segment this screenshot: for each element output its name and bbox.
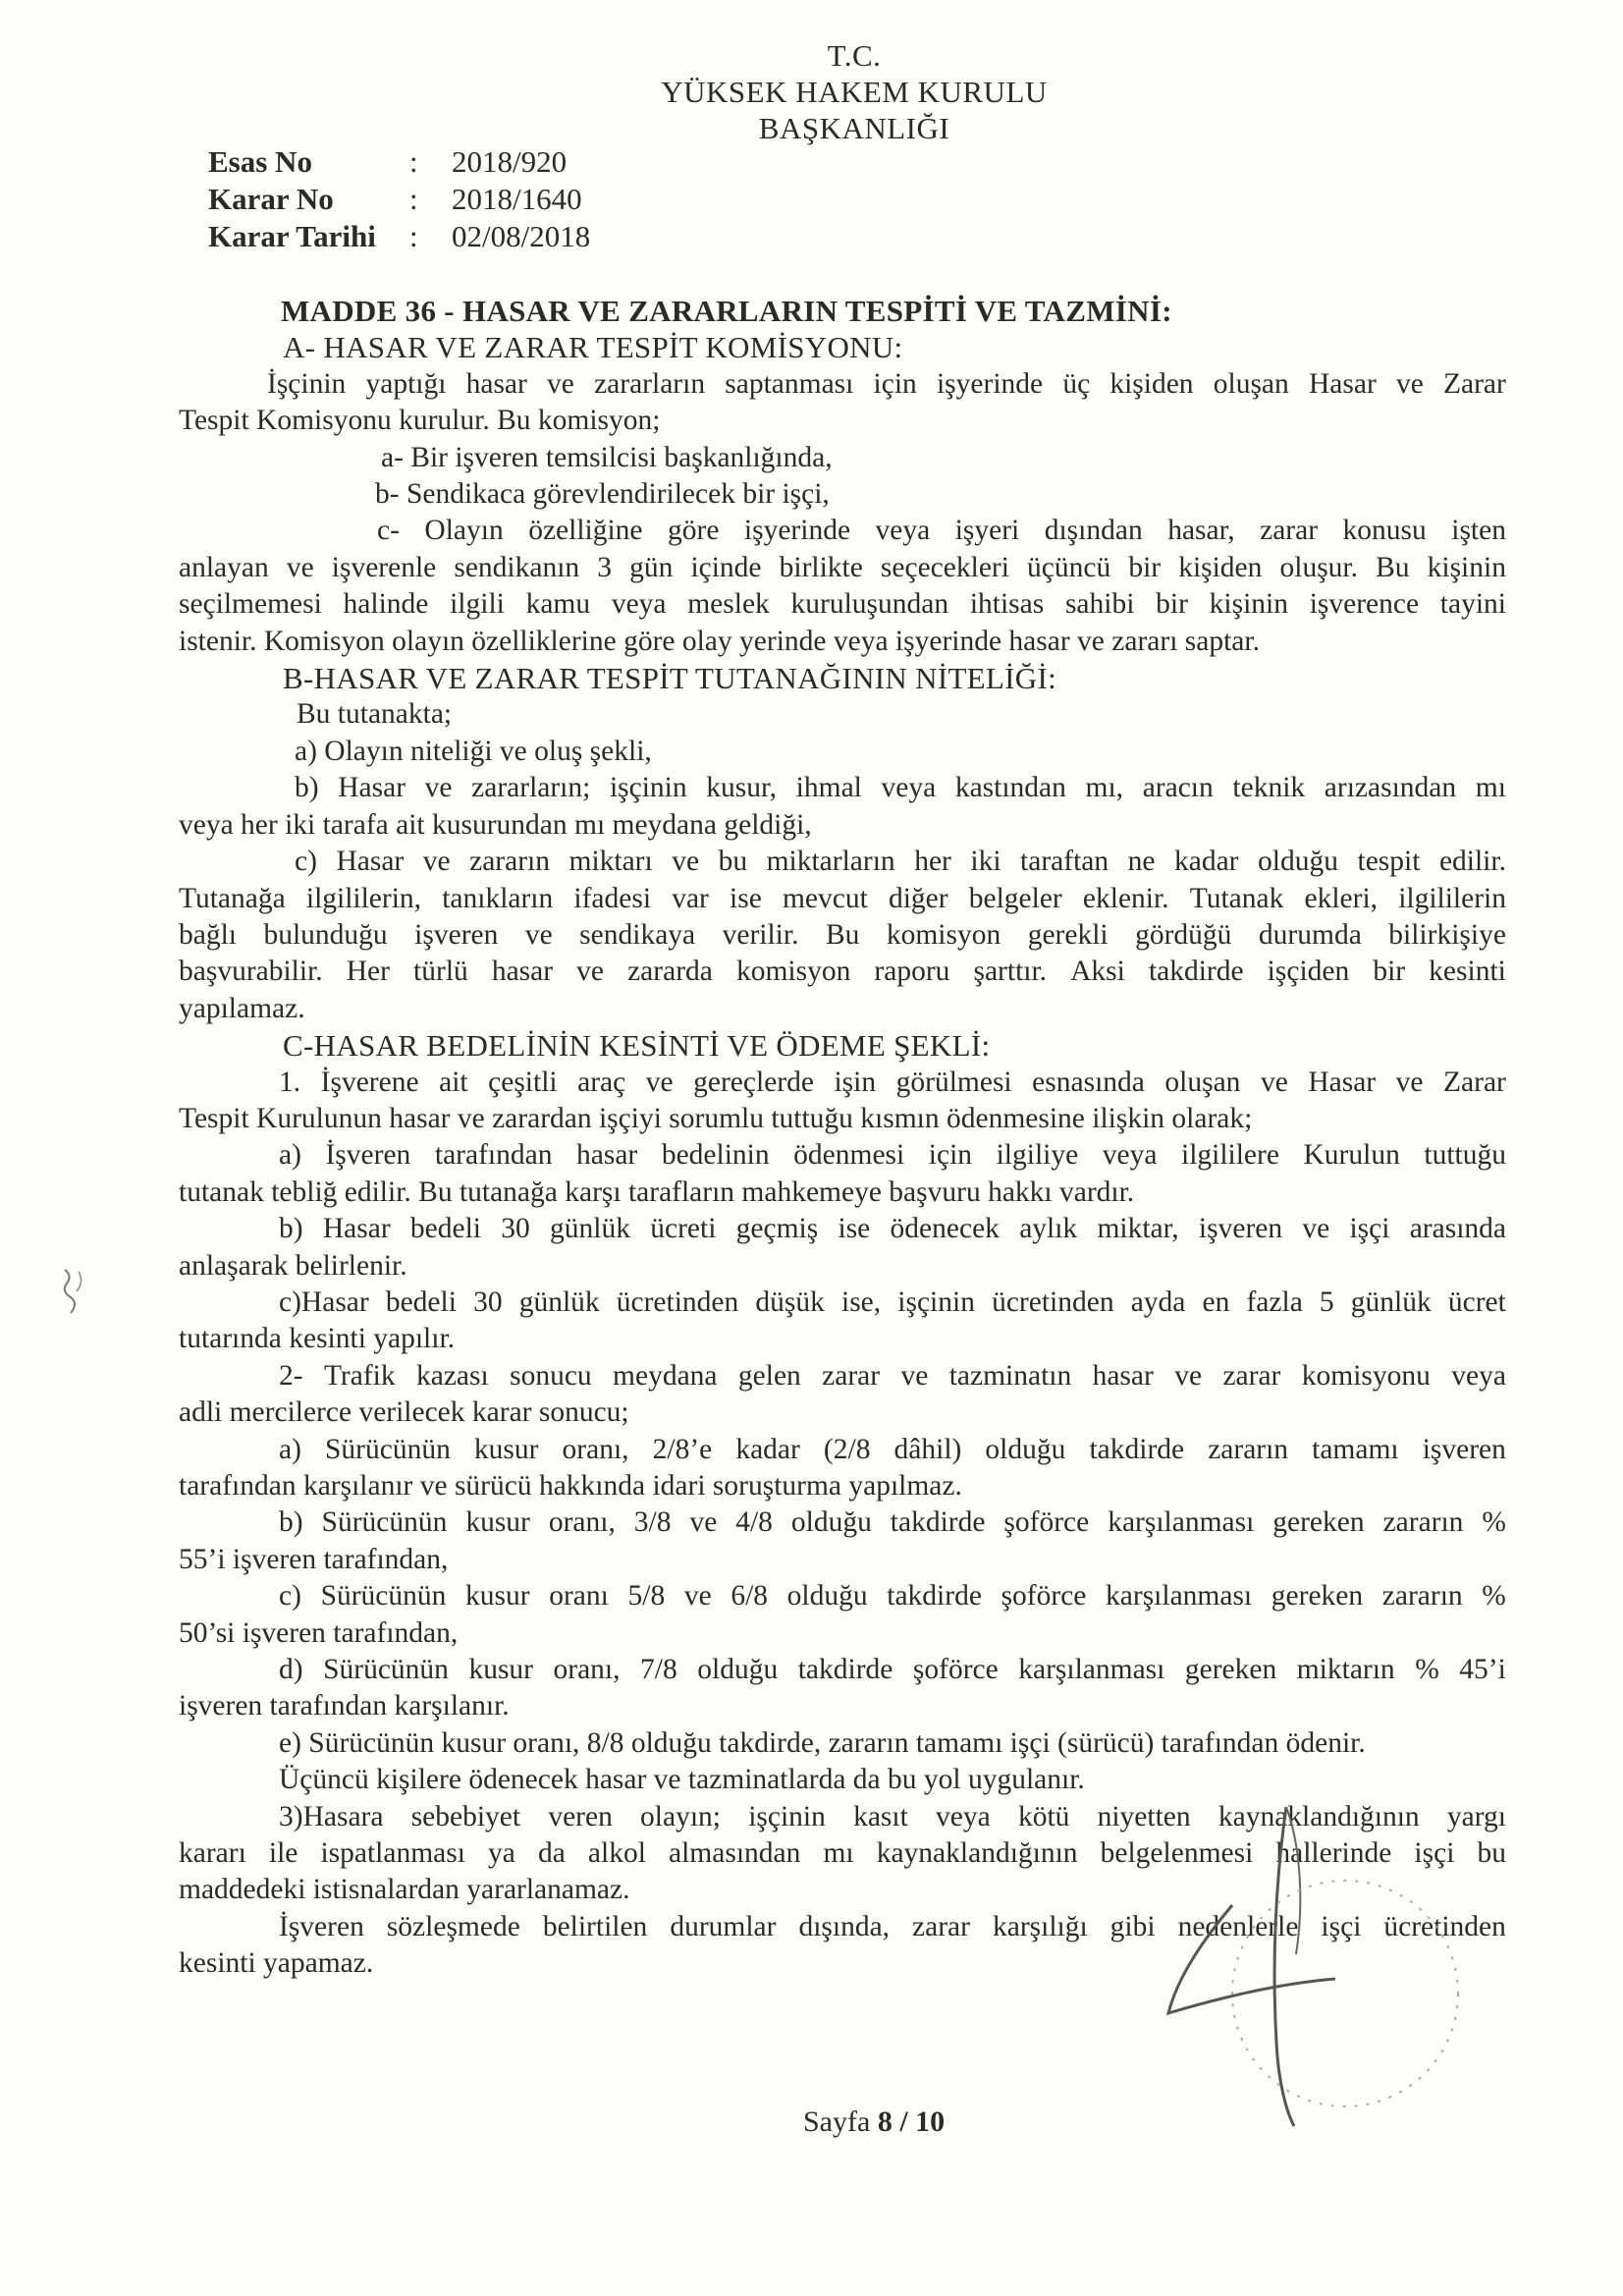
text-line: c) Sürücünün kusur oranı 5/8 ve 6/8 olduğu takdirde şoförce karşılanması gereken zararın % xyxy=(279,1580,1506,1613)
footer-sep: / xyxy=(899,2105,908,2138)
header-country: T.C. xyxy=(827,38,882,73)
text-line: adli mercilerce verilecek karar sonucu; xyxy=(179,1396,629,1429)
footer-prefix: Sayfa xyxy=(803,2105,871,2138)
text-line: başvurabilir. Her türlü hasar ve zararda komisyon raporu şarttır. Aksi takdirde işçiden bir kesinti xyxy=(179,956,1506,988)
text-line: tarafından karşılanır ve sürücü hakkında idari soruşturma yapılmaz. xyxy=(179,1470,962,1502)
karar-value: 2018/1640 xyxy=(452,182,582,216)
header-office: BAŞKANLIĞI xyxy=(758,111,950,145)
text-line: b) Sürücünün kusur oranı, 3/8 ve 4/8 olduğu takdirde şoförce karşılanması gereken zararın % xyxy=(279,1506,1506,1539)
text-line: a) Olayın niteliği ve oluş şekli, xyxy=(295,735,652,767)
text-line: b) Hasar bedeli 30 günlük ücreti geçmiş ise ödenecek aylık miktar, işveren ve işçi arasında xyxy=(279,1213,1506,1245)
esas-label: Esas No xyxy=(208,144,312,179)
tarih-label: Karar Tarihi xyxy=(208,219,376,253)
text-line: a) İşveren tarafından hasar bedelinin ödenmesi için ilgiliye veya ilgililere Kurulun tuttuğu xyxy=(279,1139,1506,1172)
article-body xyxy=(179,293,1506,1983)
text-line: Bu tutanakta; xyxy=(297,698,453,731)
karar-row xyxy=(208,181,590,218)
text-line: bağlı bulunduğu işveren ve sendikaya verilir. Bu komisyon gerekli gördüğü durumda bilirkişiye xyxy=(179,918,1506,951)
text-line: tutarında kesinti yapılır. xyxy=(179,1323,456,1355)
header-institution: YÜKSEK HAKEM KURULU xyxy=(661,75,1048,109)
karar-label: Karar No xyxy=(208,182,334,216)
text-line: A- HASAR VE ZARAR TESPİT KOMİSYONU: xyxy=(283,330,903,365)
colon: : xyxy=(409,219,418,253)
text-line: maddedeki istisnalardan yararlanamaz. xyxy=(179,1874,630,1906)
text-line: Üçüncü kişilere ödenecek hasar ve tazminatlarda da bu yol uygulanır. xyxy=(279,1764,1085,1796)
text-line: 55’i işveren tarafından, xyxy=(179,1543,449,1575)
text-line: c- Olayın özelliğine göre işyerinde veya işyeri dışından hasar, zarar konusu işten xyxy=(377,515,1506,547)
text-line: Tutanağa ilgililerin, tanıkların ifadesi var ise mevcut diğer belgeler eklenir. Tutanak ekleri, ilgililerin xyxy=(179,882,1506,914)
tarih-row xyxy=(208,218,590,255)
text-line: İşçinin yaptığı hasar ve zararların saptanması için işyerinde üç kişiden oluşan Hasar ve Zarar xyxy=(267,367,1506,400)
text-line: e) Sürücünün kusur oranı, 8/8 olduğu takdirde, zararın tamamı işçi (sürücü) tarafından ödenir. xyxy=(279,1726,1366,1759)
institution-header xyxy=(550,37,1159,146)
footer-total: 10 xyxy=(915,2105,946,2138)
tarih-value: 02/08/2018 xyxy=(452,219,591,253)
text-line: Tespit Komisyonu kurulur. Bu komisyon; xyxy=(179,405,661,437)
esas-value: 2018/920 xyxy=(452,144,568,179)
text-line: c)Hasar bedeli 30 günlük ücretinden düşük ise, işçinin ücretinden ayda en fazla 5 günlük ücret xyxy=(279,1285,1506,1318)
footer-page: 8 xyxy=(877,2105,893,2138)
colon: : xyxy=(409,182,418,216)
text-line: İşveren sözleşmede belirtilen durumlar dışında, zarar karşılığı gibi nedenlerle işçi ücretinden xyxy=(279,1910,1506,1942)
esas-row xyxy=(208,143,590,181)
page-footer xyxy=(803,2105,945,2139)
text-line: anlaşarak belirlenir. xyxy=(179,1249,407,1282)
text-line: istenir. Komisyon olayın özelliklerine göre olay yerinde veya işyerinde hasar ve zararı saptar. xyxy=(179,625,1260,657)
text-line: kesinti yapamaz. xyxy=(179,1947,374,1980)
text-line: kararı ile ispatlanması ya da alkol almasından mı kaynaklandığının belgelenmesi hallerinde işçi bu xyxy=(179,1837,1506,1870)
text-line: a) Sürücünün kusur oranı, 2/8’e kadar (2/8 dâhil) olduğu takdirde zararın tamamı işveren xyxy=(279,1433,1506,1465)
handwritten-mark-icon xyxy=(55,1262,94,1321)
text-line: d) Sürücünün kusur oranı, 7/8 olduğu takdirde şoförce karşılanması gereken miktarın % 45’i xyxy=(279,1654,1506,1686)
text-line: işveren tarafından karşılanır. xyxy=(179,1690,510,1722)
text-line: anlayan ve işverenle sendikanın 3 gün içinde birlikte seçecekleri üçüncü bir kişiden oluşur. Bu kişinin xyxy=(179,551,1506,583)
text-line: 3)Hasara sebebiyet veren olayın; işçinin kasıt veya kötü niyetten kaynaklandığının yargı xyxy=(279,1800,1506,1832)
text-line: 2- Trafik kazası sonucu meydana gelen zarar ve tazminatın hasar ve zarar komisyonu veya xyxy=(279,1359,1506,1392)
text-line: 50’si işveren tarafından, xyxy=(179,1616,459,1649)
text-line: C-HASAR BEDELİNİN KESİNTİ VE ÖDEME ŞEKLİ: xyxy=(283,1028,991,1064)
text-line: MADDE 36 - HASAR VE ZARARLARIN TESPİTİ VE TAZMİNİ: xyxy=(281,294,1172,328)
text-line: 1. İşverene ait çeşitli araç ve gereçlerde işin görülmesi esnasında oluşan ve Hasar ve Zarar xyxy=(279,1066,1506,1098)
signature-stamp-icon xyxy=(1139,1787,1492,2141)
text-line: B-HASAR VE ZARAR TESPİT TUTANAĞININ NİTELİĞİ: xyxy=(283,661,1056,696)
text-line: c) Hasar ve zararın miktarı ve bu miktarların her iki taraftan ne kadar olduğu tespit edilir. xyxy=(295,846,1506,878)
text-line: tutanak tebliğ edilir. Bu tutanağa karşı tarafların mahkemeye başvuru hakkı vardır. xyxy=(179,1175,1135,1208)
text-line: seçilmemesi halinde ilgili kamu veya meslek kuruluşundan ihtisas sahibi bir kişinin işverence tayini xyxy=(179,588,1506,621)
text-line: veya her iki tarafa ait kusurundan mı meydana geldiği, xyxy=(179,808,812,841)
text-line: a- Bir işveren temsilcisi başkanlığında, xyxy=(381,441,833,473)
colon: : xyxy=(409,144,418,179)
text-line: b- Sendikaca görevlendirilecek bir işçi, xyxy=(375,478,830,511)
text-line: yapılamaz. xyxy=(179,992,305,1024)
text-line: b) Hasar ve zararların; işçinin kusur, ihmal veya kastından mı, aracın teknik arızasından mı xyxy=(295,772,1506,804)
case-meta xyxy=(208,143,590,255)
text-line: Tespit Kurulunun hasar ve zarardan işçiyi sorumlu tuttuğu kısmın ödenmesine ilişkin olarak; xyxy=(179,1102,1253,1134)
